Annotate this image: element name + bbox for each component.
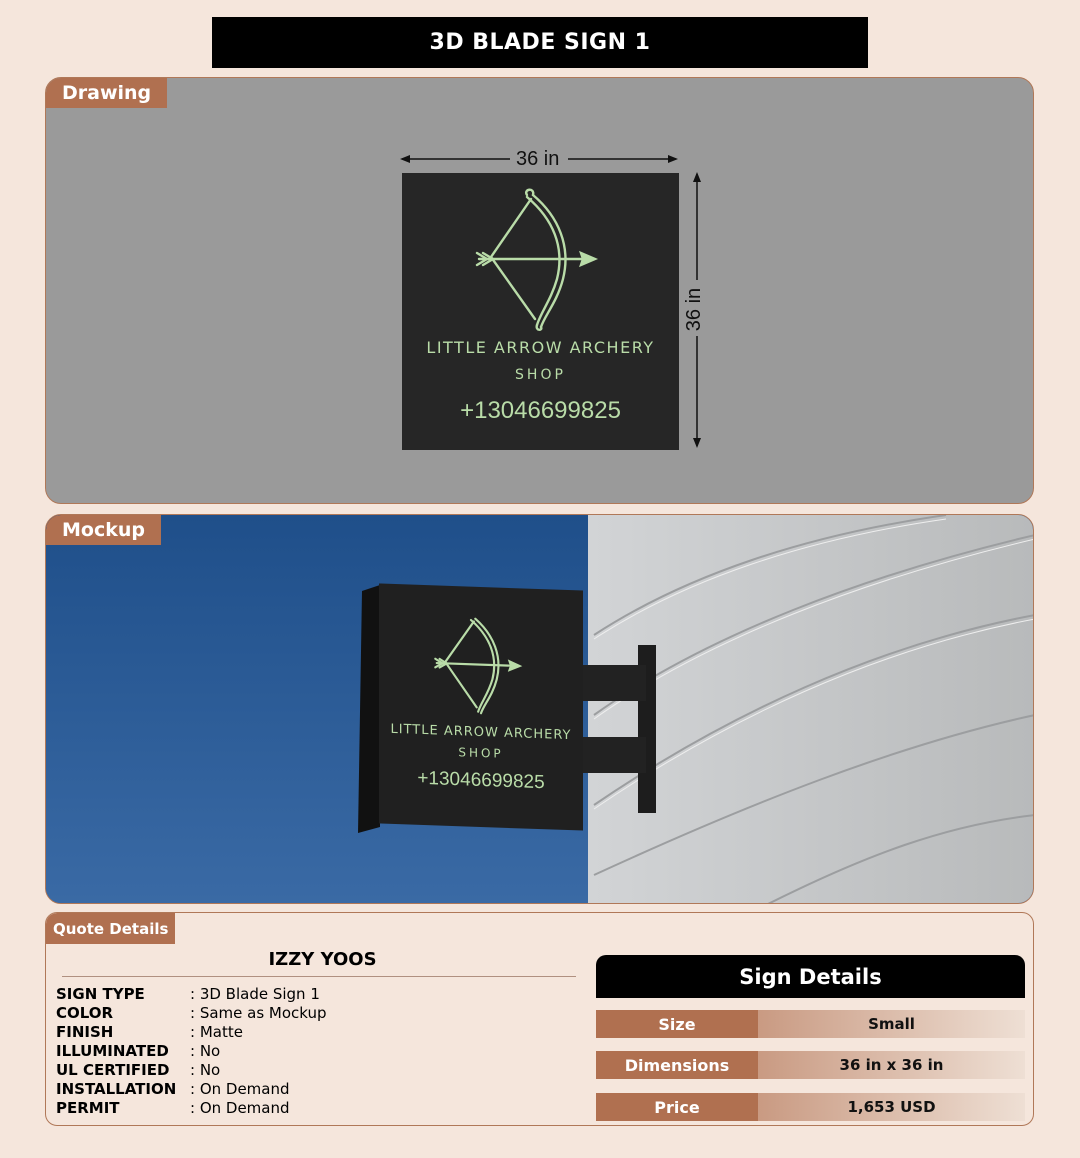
spec-key: COLOR [56,1004,114,1022]
spec-row [56,1004,327,1023]
spec-row [56,985,327,1004]
spec-value: : On Demand [190,1080,290,1098]
detail-key: Price [596,1093,758,1121]
spec-key: INSTALLATION [56,1080,177,1098]
bow-arrow-icon [471,187,611,332]
sign-line1: LITTLE ARROW ARCHERY [426,338,655,357]
spec-value: : 3D Blade Sign 1 [190,985,320,1003]
sign-line1: LITTLE ARROW ARCHERY [390,721,572,744]
spec-row [56,1080,327,1099]
spec-key: FINISH [56,1023,114,1041]
detail-row-dimensions [596,1051,1025,1079]
width-label: 36 in [516,148,560,170]
sign-line2: SHOP [458,745,504,761]
sign-drawing [402,173,679,450]
detail-key: Size [596,1010,758,1038]
height-label: 36 in [683,287,706,332]
spec-row [56,1023,327,1042]
detail-value: Small [758,1010,1025,1038]
detail-key: Dimensions [596,1051,758,1079]
spec-value: : On Demand [190,1099,290,1117]
sign-mockup [379,583,583,830]
spec-row [56,1042,327,1061]
sign-details-heading: Sign Details [596,955,1025,998]
mockup-panel [45,514,1034,904]
bow-arrow-icon [431,609,531,720]
spec-value: : No [190,1061,221,1079]
detail-value: 36 in x 36 in [758,1051,1025,1079]
quote-panel [45,912,1034,1126]
spec-key: PERMIT [56,1099,120,1117]
drawing-tag: Drawing [46,78,167,108]
sign-phone: +13046699825 [460,397,621,424]
spec-value: : Matte [190,1023,243,1041]
sign-phone: +13046699825 [417,767,545,794]
detail-value: 1,653 USD [758,1093,1025,1121]
spec-value: : Same as Mockup [190,1004,327,1022]
spec-key: ILLUMINATED [56,1042,169,1060]
spec-list [56,985,327,1118]
separator [62,976,576,977]
spec-row [56,1061,327,1080]
page-title: 3D BLADE SIGN 1 [212,17,868,68]
mockup-tag: Mockup [46,515,161,545]
spec-value: : No [190,1042,221,1060]
spec-key: UL CERTIFIED [56,1061,170,1079]
customer-name: IZZY YOOS [268,949,377,970]
spec-key: SIGN TYPE [56,985,145,1003]
quote-tag: Quote Details [46,913,175,944]
detail-row-size [596,1010,1025,1038]
detail-row-price [596,1093,1025,1121]
spec-row [56,1099,327,1118]
sign-line2: SHOP [515,367,566,383]
drawing-panel [45,77,1034,504]
